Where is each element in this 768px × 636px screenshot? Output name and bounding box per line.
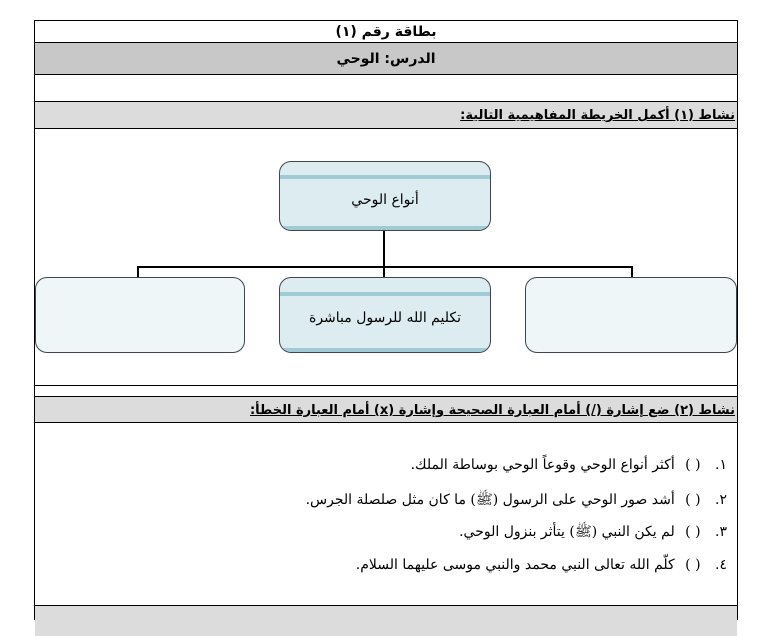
activity-1-heading: نشاط (١) أكمل الخريطة المفاهيمية التالية:	[35, 102, 737, 129]
concept-map-root	[279, 161, 491, 231]
bottom-band	[35, 605, 737, 636]
statement-text: لم يكن النبي (ﷺ) يتأثر بنزول الوحي.	[459, 524, 675, 540]
statement-item	[306, 491, 727, 511]
statement-number: ٤.	[715, 557, 727, 573]
answer-blank[interactable]: ( )	[685, 492, 701, 508]
statement-item	[356, 557, 727, 573]
statement-item	[459, 523, 727, 543]
statement-number: ٣.	[715, 524, 727, 540]
concept-map-child-middle	[279, 277, 491, 353]
statement-item	[411, 457, 727, 473]
statement-text: كلّم الله تعالى النبي محمد والنبي موسى عليهما السلام.	[355, 557, 675, 573]
spacer-row	[35, 386, 737, 396]
connector-middle	[383, 266, 385, 277]
card-title: بطاقة رقم (١)	[35, 21, 737, 43]
connector-left	[137, 266, 139, 277]
statement-text: أشد صور الوحي على الرسول (ﷺ) ما كان مثل صلصلة الجرس.	[305, 492, 675, 508]
connector-vertical-root	[383, 231, 385, 267]
lesson-title: الدرس: الوحي	[35, 43, 737, 75]
concept-map-child-right[interactable]	[525, 277, 737, 353]
concept-map-root-label: أنواع الوحي	[351, 192, 419, 208]
statement-text: أكثر أنواع الوحي وقوعاً الوحي بوساطة الملك.	[410, 457, 675, 473]
answer-blank[interactable]: ( )	[685, 557, 701, 573]
worksheet-card	[34, 20, 738, 620]
concept-map-area	[35, 129, 737, 386]
concept-map-child-left[interactable]	[35, 277, 245, 353]
statement-number: ١.	[715, 457, 727, 473]
activity-2-heading: نشاط (٢) ضع إشارة (/) أمام العبارة الصحيحة وإشارة (x) أمام العبارة الخطأ:	[35, 396, 737, 423]
connector-right	[631, 266, 633, 277]
statement-number: ٢.	[715, 492, 727, 508]
concept-map-child-middle-label: تكليم الله للرسول مباشرة	[309, 310, 461, 326]
connector-horizontal	[137, 266, 633, 268]
answer-blank[interactable]: ( )	[685, 457, 701, 473]
spacer-row	[35, 75, 737, 102]
answer-blank[interactable]: ( )	[685, 524, 701, 540]
